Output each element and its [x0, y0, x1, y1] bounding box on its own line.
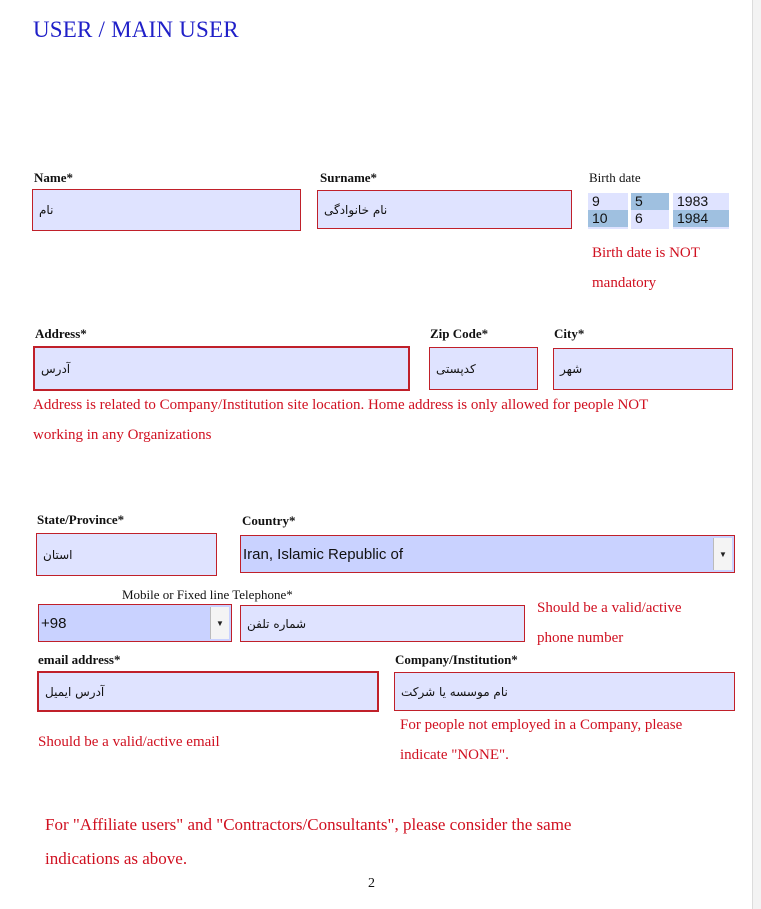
- footer-note-line2: indications as above.: [45, 849, 188, 868]
- phone-label: Mobile or Fixed line Telephone*: [122, 587, 293, 602]
- birth-date-note: [592, 238, 700, 298]
- email-label: email address*: [38, 652, 121, 667]
- birth-date-note-line1: Birth date is NOT: [592, 245, 700, 261]
- zip-code-label: Zip Code*: [430, 326, 489, 341]
- birth-month-option[interactable]: 6: [635, 210, 643, 226]
- birth-year-option[interactable]: 1983: [677, 193, 709, 209]
- footer-note-line1: For "Affiliate users" and "Contractors/Consultants", please consider the same: [45, 815, 572, 834]
- address-label: Address*: [35, 326, 87, 341]
- company-note-line1: For people not employed in a Company, please: [400, 717, 683, 733]
- city-label: City*: [554, 326, 585, 341]
- birth-day-listbox[interactable]: [588, 193, 628, 229]
- country-label: Country*: [242, 513, 296, 528]
- birth-date-note-line2: mandatory: [592, 275, 657, 291]
- company-field[interactable]: [394, 672, 735, 711]
- company-value: نام موسسه یا شرکت: [401, 684, 508, 699]
- page-number: 2: [368, 876, 375, 891]
- email-field[interactable]: [37, 671, 379, 712]
- phone-code-select[interactable]: [38, 604, 232, 642]
- zip-code-value: کدپستی: [436, 361, 476, 376]
- surname-value: نام خانوادگی: [324, 202, 388, 217]
- phone-note-line2: phone number: [537, 630, 624, 646]
- zip-code-field[interactable]: [429, 347, 538, 390]
- name-label: Name*: [34, 170, 73, 185]
- address-note: [33, 390, 753, 450]
- company-note: [400, 710, 682, 770]
- state-field[interactable]: [36, 533, 217, 576]
- birth-day-option[interactable]: 9: [592, 193, 600, 209]
- birth-month-option-selected[interactable]: 5: [631, 193, 669, 210]
- surname-field[interactable]: [317, 190, 572, 229]
- birth-year-listbox[interactable]: [673, 193, 729, 229]
- footer-note: [45, 808, 571, 876]
- name-field[interactable]: [32, 189, 301, 231]
- phone-code-value: +98: [41, 614, 67, 632]
- birth-year-option-selected[interactable]: 1984: [673, 210, 729, 227]
- phone-field[interactable]: [240, 605, 525, 642]
- phone-note: [537, 593, 682, 653]
- state-value: استان: [43, 547, 73, 562]
- country-value: Iran, Islamic Republic of: [243, 545, 404, 563]
- address-note-line1: Address is related to Company/Institution site location. Home address is only allowed for people NOT: [33, 397, 649, 413]
- birth-day-option-selected[interactable]: 10: [588, 210, 628, 227]
- company-label: Company/Institution*: [395, 652, 518, 667]
- email-note: Should be a valid/active email: [38, 734, 220, 750]
- chevron-down-icon[interactable]: ▼: [713, 538, 732, 570]
- chevron-down-icon[interactable]: ▼: [210, 607, 229, 639]
- city-field[interactable]: [553, 348, 733, 390]
- city-value: شهر: [560, 362, 583, 376]
- phone-value: شماره تلفن: [247, 616, 307, 631]
- country-select[interactable]: [240, 535, 735, 573]
- address-value: آدرس: [41, 361, 71, 376]
- email-value: آدرس ایمیل: [45, 684, 105, 699]
- page-title: USER / MAIN USER: [33, 17, 239, 42]
- address-field[interactable]: [33, 346, 410, 391]
- birth-date-label: Birth date: [589, 170, 641, 185]
- birth-month-listbox[interactable]: [631, 193, 669, 229]
- vertical-scrollbar[interactable]: [752, 0, 761, 909]
- company-note-line2: indicate "NONE".: [400, 747, 509, 763]
- name-value: نام: [39, 203, 54, 217]
- phone-note-line1: Should be a valid/active: [537, 600, 682, 616]
- surname-label: Surname*: [320, 170, 378, 185]
- state-label: State/Province*: [37, 512, 125, 527]
- address-note-line2: working in any Organizations: [33, 427, 212, 443]
